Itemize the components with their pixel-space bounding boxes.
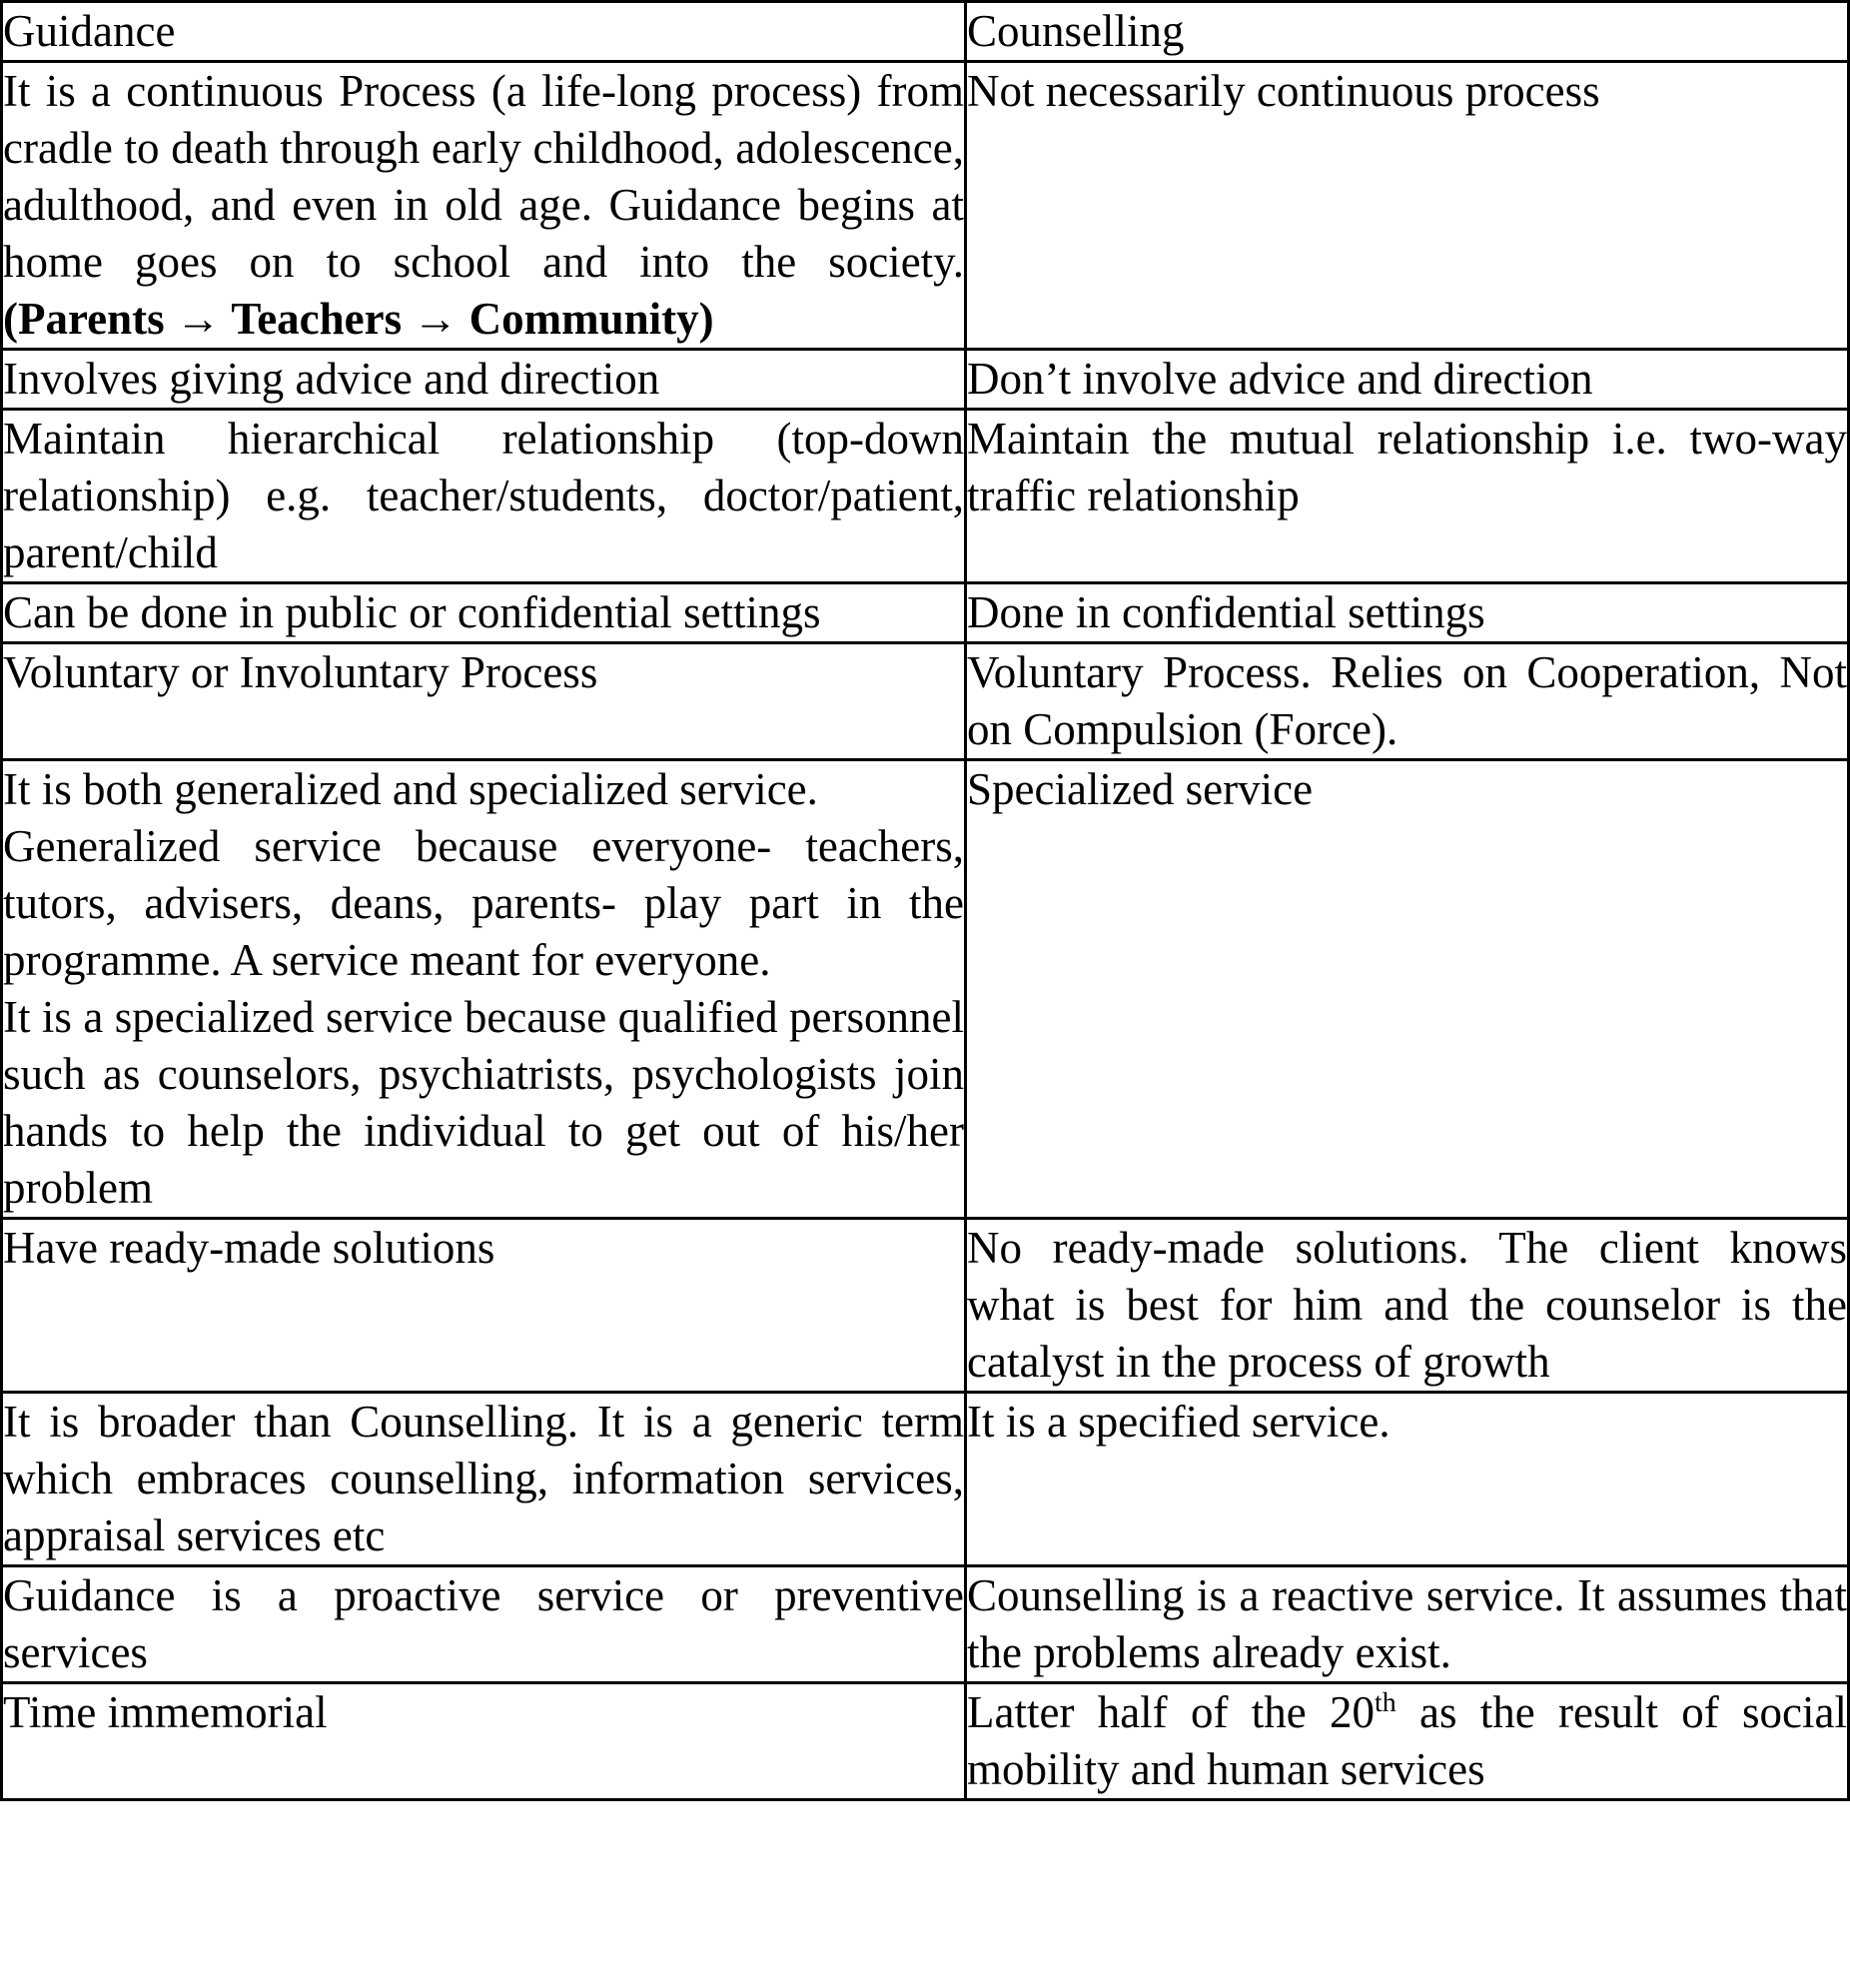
cell-text: Don’t involve advice and direction <box>967 354 1593 404</box>
counselling-cell <box>966 1393 1849 1566</box>
cell-text: Not necessarily continuous process <box>967 66 1600 116</box>
cell-text: as the result of social mobility and human services <box>967 1687 1847 1794</box>
cell-paragraph: It is a specialized service because qualified personnel such as counselors, psychiatrists, psychologists join hands to help the individual to get out of his/her problem <box>3 992 964 1213</box>
superscript-th: th <box>1374 1687 1396 1718</box>
cell-text: Specialized service <box>967 764 1314 814</box>
table-row <box>2 1219 1849 1393</box>
guidance-cell <box>2 62 966 350</box>
cell-text: Counselling is a reactive service. It assumes that the problems already exist. <box>967 1570 1847 1677</box>
counselling-cell <box>966 350 1849 410</box>
cell-text: It is broader than Counselling. It is a generic term which embraces counselling, information services, appraisal services etc <box>3 1397 964 1560</box>
counselling-cell <box>966 62 1849 350</box>
guidance-cell <box>2 583 966 643</box>
table-row <box>2 350 1849 410</box>
counselling-cell <box>966 1219 1849 1393</box>
cell-text: Have ready-made solutions <box>3 1223 495 1273</box>
counselling-cell <box>966 1683 1849 1800</box>
table-row <box>2 760 1849 1219</box>
table-row <box>2 1566 1849 1683</box>
cell-text: It is a specified service. <box>967 1397 1390 1447</box>
cell-text: Latter half of the 20 <box>967 1687 1375 1737</box>
counselling-cell <box>966 760 1849 1219</box>
header-cell-counselling <box>966 2 1849 62</box>
guidance-cell <box>2 1219 966 1393</box>
cell-text: Voluntary or Involuntary Process <box>3 647 598 697</box>
table-row <box>2 410 1849 583</box>
cell-text: It is a continuous Process (a life-long process) from cradle to death through early childhood, adolescence, adulthood, and even in old age. Guidance begins at home goes on to school and into the society. <box>3 66 964 287</box>
cell-text: Time immemorial <box>3 1687 328 1737</box>
counselling-cell <box>966 1566 1849 1683</box>
header-label-guidance: Guidance <box>3 6 176 56</box>
cell-text: Guidance is a proactive service or preventive services <box>3 1570 964 1677</box>
header-label-counselling: Counselling <box>967 6 1185 56</box>
cell-text: Maintain the mutual relationship i.e. two-way traffic relationship <box>967 414 1847 520</box>
guidance-cell <box>2 1393 966 1566</box>
cell-text: Voluntary Process. Relies on Cooperation, Not on Compulsion (Force). <box>967 647 1847 754</box>
cell-paragraph: Generalized service because everyone- teachers, tutors, advisers, deans, parents- play part in the programme. A service meant for everyone. <box>3 821 964 985</box>
guidance-cell <box>2 760 966 1219</box>
guidance-cell <box>2 643 966 760</box>
table-row <box>2 1393 1849 1566</box>
table-header-row <box>2 2 1849 62</box>
counselling-cell <box>966 643 1849 760</box>
table-row <box>2 1683 1849 1800</box>
table-row <box>2 643 1849 760</box>
cell-text: Done in confidential settings <box>967 587 1485 637</box>
guidance-cell <box>2 1566 966 1683</box>
guidance-cell <box>2 410 966 583</box>
table-row <box>2 583 1849 643</box>
guidance-cell <box>2 350 966 410</box>
cell-text: Involves giving advice and direction <box>3 354 660 404</box>
guidance-cell <box>2 1683 966 1800</box>
cell-paragraph: It is both generalized and specialized service. <box>3 764 818 814</box>
cell-text-bold: (Parents → Teachers → Community) <box>3 294 714 344</box>
cell-text: Maintain hierarchical relationship (top-down relationship) e.g. teacher/students, doctor/patient, parent/child <box>3 414 964 577</box>
counselling-cell <box>966 583 1849 643</box>
header-cell-guidance <box>2 2 966 62</box>
counselling-cell <box>966 410 1849 583</box>
table-row <box>2 62 1849 350</box>
cell-text: Can be done in public or confidential settings <box>3 587 821 637</box>
cell-text: No ready-made solutions. The client knows what is best for him and the counselor is the catalyst in the process of growth <box>967 1223 1847 1387</box>
